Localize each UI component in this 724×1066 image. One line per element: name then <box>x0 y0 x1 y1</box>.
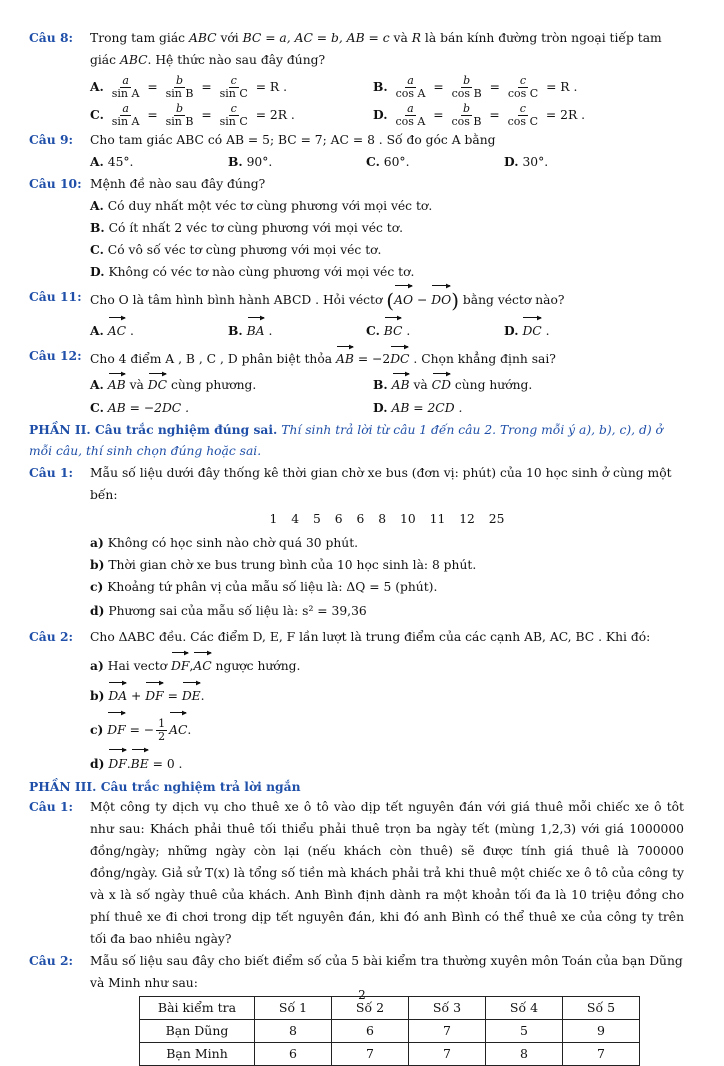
table-cell: 7 <box>409 1019 486 1042</box>
table-cell: 7 <box>409 1042 486 1065</box>
item-b[interactable]: b) Thời gian chờ xe bus trung bình của 10 học sinh là: 8 phút. <box>90 556 477 572</box>
table-header: Số 2 <box>332 996 409 1019</box>
question-label: Câu 12: <box>29 347 82 363</box>
question-11-options <box>29 315 684 344</box>
part2-question-2 <box>29 624 684 650</box>
option-b[interactable]: B. AB và CD cùng hướng. <box>373 371 656 397</box>
question-11: Câu 11: Cho O là tâm hình bình hành ABCD . Hỏi véctơ (AO − DO) bằng véctơ nào? <box>29 283 684 315</box>
table-cell: 5 <box>486 1019 563 1042</box>
part3-question-2 <box>29 950 684 994</box>
table-cell: 8 <box>255 1019 332 1042</box>
table-header: Số 1 <box>255 996 332 1019</box>
vector: DO <box>431 283 451 314</box>
item-d[interactable]: d) Phương sai của mẫu số liệu là: s² = 39,36 <box>90 602 367 618</box>
option-b[interactable]: B. Có ít nhất 2 véc tơ cùng phương với mọi véc tơ. <box>90 220 404 235</box>
math-triangle: ABC <box>188 31 217 45</box>
item-d[interactable]: d) DF.BE = 0 . <box>29 747 684 778</box>
part-2-heading <box>29 419 684 462</box>
question-text: Một công ty dịch vụ cho thuê xe ô tô vào dịp tết nguyên đán với giá thuê mỗi chiếc xe ô tôt như sau: Khách phải thuê tối thiểu phải thuê trọn ba ngày tết (mùng 1,2,3) với giá 1000000 đồng/ngày; những ngày còn lại (nếu khách còn thuê) sẽ được tính giá thuê là 700000 đồng/ngày. Giả sử T(x) là tổng số tiền mà khách phải trả khi thuê một chiếc xe ô tô của công ty và x là số ngày thuê của khách. Anh Bình định dành ra một khoản tối đa là 10 triệu đồng cho phí thuê xe đi chơi trong dịp tết nguyên đán, khi đó anh Bình có thể thuê xe của công ty trên tối đa bao nhiêu ngày? <box>90 799 684 946</box>
question-text: bằng véctơ nào? <box>462 293 565 307</box>
question-text: Mệnh đề nào sau đây đúng? <box>90 177 266 191</box>
question-8-options-row1 <box>29 73 684 101</box>
table-header: Bài kiểm tra <box>140 996 255 1019</box>
fraction: $\frac{b}{\text{cos B}}$ <box>451 74 482 100</box>
question-8 <box>29 27 684 71</box>
question-label: Câu 2: <box>29 952 74 968</box>
option-letter: C. <box>90 107 104 122</box>
question-text: Cho ΔABC đều. Các điểm D, E, F lần lượt là trung điểm của các cạnh AB, AC, BC . Khi đó: <box>90 629 651 644</box>
fraction: $\frac{c}{\text{sin C}}$ <box>219 74 248 100</box>
option-letter: B. <box>373 79 388 94</box>
fraction: $\frac{b}{\text{sin B}}$ <box>165 102 194 128</box>
table-cell: 7 <box>332 1042 409 1065</box>
question-9 <box>29 129 684 151</box>
vector: DC <box>390 344 409 371</box>
option-b[interactable]: B. 90°. <box>228 154 273 169</box>
question-10 <box>29 173 684 195</box>
section-title: PHẦN III. Câu trắc nghiệm trả lời ngắn <box>29 778 301 794</box>
option-letter: D. <box>373 107 388 122</box>
option-c[interactable]: C. Có vô số véc tơ cùng phương với mọi véc tơ. <box>90 242 382 257</box>
table-cell: 6 <box>332 1019 409 1042</box>
item-b[interactable]: b) DA + DF = DE. <box>29 680 684 710</box>
question-text: . Hệ thức nào sau đây đúng? <box>147 53 326 67</box>
table-header: Số 4 <box>486 996 563 1019</box>
section-instruction: Thí sinh trả lời từ câu 1 đến câu 2. Trong mỗi ý a), b), c), d) ở mỗi câu, thí sinh chọn đúng hoặc sai. <box>29 422 663 458</box>
option-c[interactable]: C. 60°. <box>366 154 410 169</box>
page-number: 2 <box>358 988 366 1002</box>
table-row <box>140 1042 640 1065</box>
table-cell: Bạn Dũng <box>140 1019 255 1042</box>
table-row <box>140 1019 640 1042</box>
question-label: Câu 8: <box>29 30 74 45</box>
option-d[interactable]: D. AB = 2CD . <box>373 399 463 415</box>
option-c[interactable]: C. $\frac{a}{\text{sin A}}$ = $\frac{b}{\text{sin B}}$ = $\frac{c}{\text{sin C}}$ = 2R . <box>90 102 295 128</box>
table-header: Số 3 <box>409 996 486 1019</box>
option-c[interactable]: C. AB = −2DC . <box>90 399 190 415</box>
fraction: $\frac{c}{\text{cos C}}$ <box>507 74 539 100</box>
table-cell: 6 <box>255 1042 332 1065</box>
question-12: Câu 12: Cho 4 điểm A , B , C , D phân biệt thỏa AB = −2DC . Chọn khẳng định sai? <box>29 344 684 371</box>
fraction: $\frac{c}{\text{sin C}}$ <box>219 102 248 128</box>
data-values: 1 4 5 6 6 8 10 11 12 25 <box>269 511 505 526</box>
math-triangle: ABC <box>119 53 148 67</box>
question-label: Câu 11: <box>29 289 82 304</box>
exam-page <box>29 27 684 1066</box>
question-label: Câu 1: <box>29 464 74 480</box>
question-label: Câu 9: <box>29 132 74 147</box>
fraction: $\frac{a}{\text{sin A}}$ <box>111 102 140 128</box>
table-cell: 8 <box>486 1042 563 1065</box>
vector: AB <box>336 344 354 371</box>
question-text: Trong tam giác <box>90 31 189 45</box>
question-8-options-row2 <box>29 101 684 129</box>
question-text: Mẫu số liệu sau đây cho biết điểm số của 5 bài kiểm tra thường xuyên môn Toán của bạn Dũng và Minh như sau: <box>90 953 683 990</box>
question-12-options-row2 <box>29 397 684 419</box>
option-d[interactable]: D. DC . <box>504 315 642 344</box>
option-d[interactable]: D. Không có véc tơ nào cùng phương với mọi véc tơ. <box>90 264 415 279</box>
option-a[interactable]: A. 45°. <box>90 154 134 169</box>
option-a[interactable]: A. Có duy nhất một véc tơ cùng phương với mọi véc tơ. <box>90 198 433 213</box>
option-a[interactable]: A. $\frac{a}{\text{sin A}}$ = $\frac{b}{\text{sin B}}$ = $\frac{c}{\text{sin C}}$ = R . <box>90 74 287 100</box>
table-cell: Bạn Minh <box>140 1042 255 1065</box>
fraction: $\frac{b}{\text{sin B}}$ <box>165 74 194 100</box>
table-cell: 7 <box>563 1042 640 1065</box>
math-R: R <box>411 31 421 45</box>
question-label: Câu 1: <box>29 798 74 814</box>
question-text: là bán kính đường tròn ngoại tiếp tam giác <box>90 31 662 67</box>
question-label: Câu 2: <box>29 628 74 644</box>
question-text: Cho O là tâm hình bình hành ABCD . Hỏi véctơ <box>90 293 383 307</box>
part2-question-1 <box>29 462 684 506</box>
scores-table <box>139 996 640 1066</box>
item-a[interactable]: a) Hai vectơ DF,AC ngược hướng. <box>29 650 684 680</box>
fraction: $\frac{a}{\text{sin A}}$ <box>111 74 140 100</box>
item-c[interactable]: c) DF = − $\frac{1}{2}$ AC. <box>29 710 684 747</box>
fraction: $\frac{b}{\text{cos B}}$ <box>451 102 482 128</box>
item-a[interactable]: a) Không có học sinh nào chờ quá 30 phút. <box>90 534 359 550</box>
table-cell: 9 <box>563 1019 640 1042</box>
option-b[interactable]: B. BA . <box>228 315 366 344</box>
option-d[interactable]: D. $\frac{a}{\text{cos A}}$ = $\frac{b}{\text{cos B}}$ = $\frac{c}{\text{cos C}}$ = 2R . <box>373 102 586 128</box>
question-text: . Chọn khẳng định sai? <box>413 351 556 366</box>
section-title: PHẦN II. Câu trắc nghiệm đúng sai. <box>29 421 278 437</box>
math-condition: BC = a, AC = b, AB = c <box>242 31 390 45</box>
question-12-options-row1 <box>29 371 684 397</box>
fraction: $\frac{a}{\text{cos A}}$ <box>395 74 426 100</box>
option-a[interactable]: A. AC . <box>90 315 228 344</box>
question-label: Câu 10: <box>29 176 82 191</box>
question-text: Cho tam giác ABC có AB = 5; BC = 7; AC = 8 . Số đo góc A bằng <box>90 133 496 147</box>
option-d[interactable]: D. 30°. <box>504 154 549 169</box>
option-a[interactable]: A. AB và DC cùng phương. <box>90 371 373 397</box>
fraction: $\frac{a}{\text{cos A}}$ <box>395 102 426 128</box>
question-9-options <box>29 151 684 173</box>
part3-question-1 <box>29 796 684 950</box>
option-c[interactable]: C. BC . <box>366 315 504 344</box>
item-c[interactable]: c) Khoảng tứ phân vị của mẫu số liệu là: ΔQ = 5 (phút). <box>90 578 438 594</box>
option-b[interactable]: B. $\frac{a}{\text{cos A}}$ = $\frac{b}{\text{cos B}}$ = $\frac{c}{\text{cos C}}$ = R . <box>373 74 578 100</box>
fraction: $\frac{c}{\text{cos C}}$ <box>507 102 538 128</box>
question-text: với <box>216 31 243 45</box>
option-letter: A. <box>90 79 104 94</box>
question-text: Mẫu số liệu dưới đây thống kê thời gian chờ xe bus (đơn vị: phút) của 10 học sinh ở cùng một bến: <box>90 465 672 502</box>
question-text: Cho 4 điểm A , B , C , D phân biệt thỏa <box>90 351 333 366</box>
table-header: Số 5 <box>563 996 640 1019</box>
question-text: và <box>389 31 412 45</box>
vector: AO <box>394 283 413 314</box>
